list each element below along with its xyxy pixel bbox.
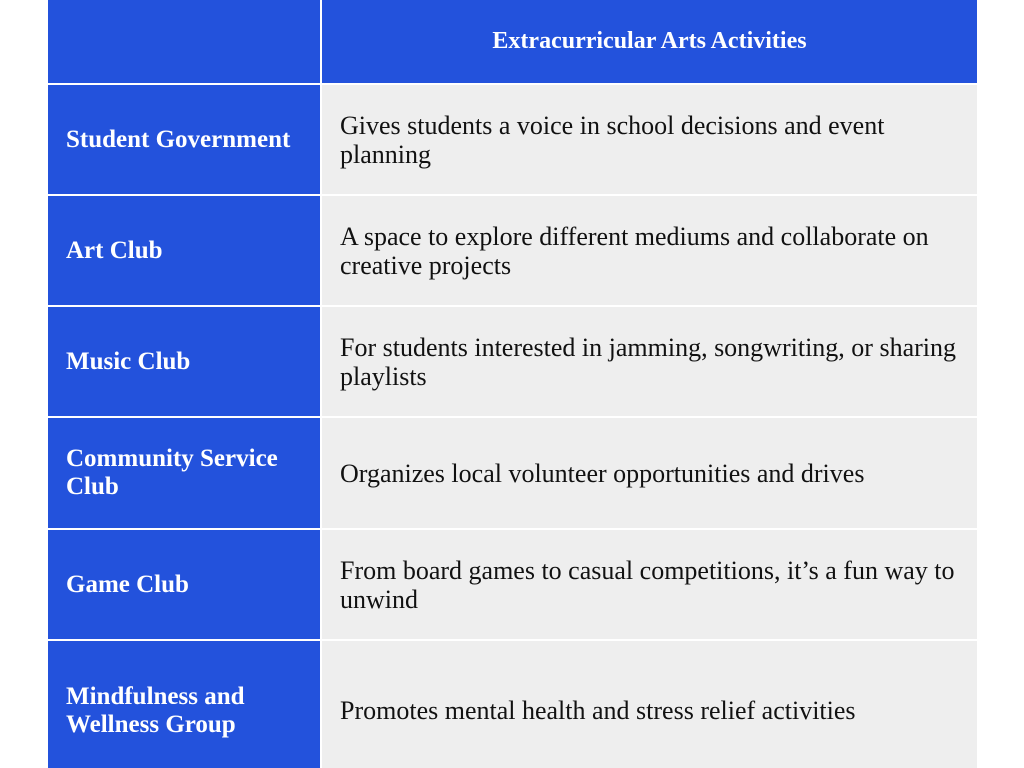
activity-description: Gives students a voice in school decisions and event planning <box>322 85 977 194</box>
activity-name: Student Government <box>48 85 320 194</box>
activity-name: Art Club <box>48 196 320 305</box>
activities-table <box>48 0 975 768</box>
activity-name: Game Club <box>48 530 320 639</box>
activity-description: A space to explore different mediums and collaborate on creative projects <box>322 196 977 305</box>
activity-description: Organizes local volunteer opportunities and drives <box>322 418 977 528</box>
activity-description: From board games to casual competitions, it’s a fun way to unwind <box>322 530 977 639</box>
activity-name: Mindfulness and Wellness Group <box>48 641 320 768</box>
activity-name: Music Club <box>48 307 320 416</box>
header-title: Extracurricular Arts Activities <box>322 0 977 83</box>
activity-description: For students interested in jamming, songwriting, or sharing playlists <box>322 307 977 416</box>
activity-name: Community Service Club <box>48 418 320 528</box>
header-corner-cell <box>48 0 320 83</box>
activity-description: Promotes mental health and stress relief activities <box>322 641 977 768</box>
